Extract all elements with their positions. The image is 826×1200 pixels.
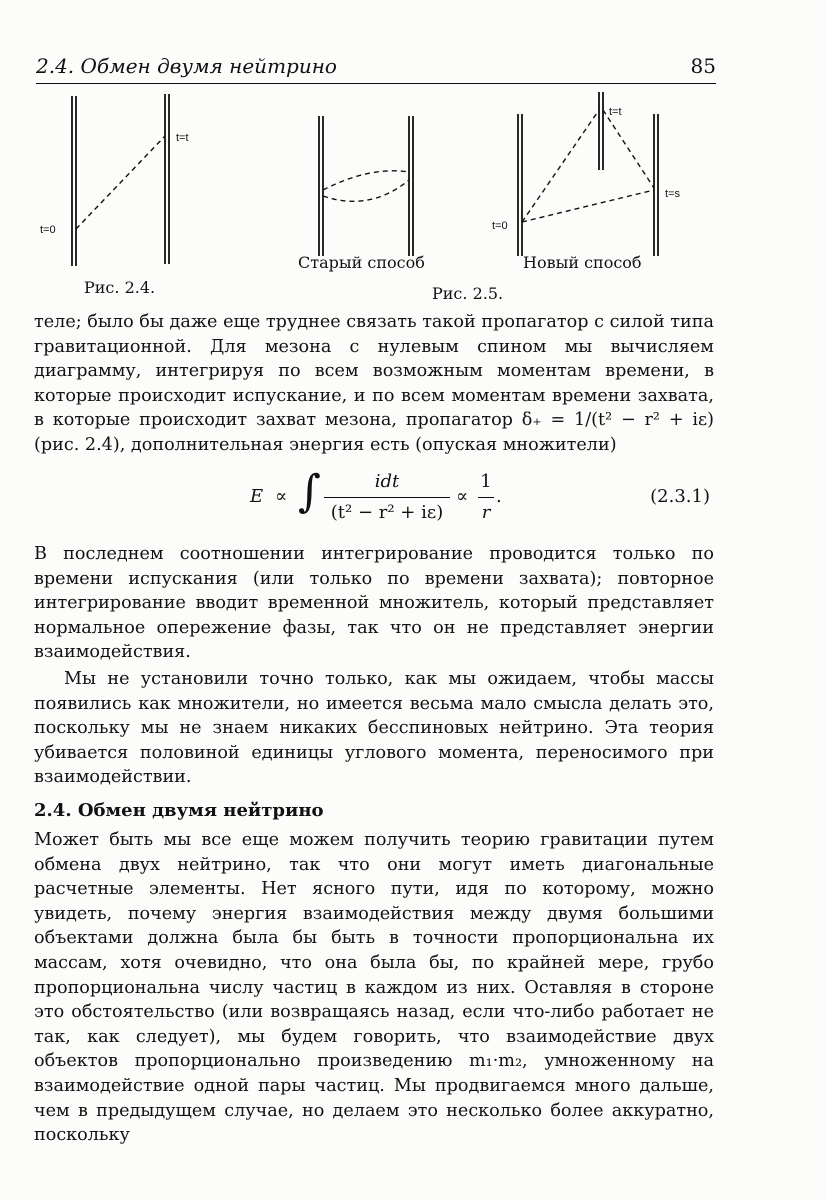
equation-rhs-fraction: [478, 468, 494, 527]
fig-2-5-label-tt: t=t: [609, 106, 622, 118]
equation-2-3-1: [34, 468, 714, 532]
equation-rhs-bar: [478, 497, 494, 498]
equation-fraction-bar: [324, 497, 450, 498]
header-rule: [36, 83, 716, 84]
equation-numerator: idt: [374, 471, 400, 492]
fig-2-4-propagator: [76, 136, 165, 229]
fig-2-5-label-ts: t=s: [665, 188, 680, 200]
fig-2-5-old-diagram: [319, 116, 413, 256]
equation-rhs-numerator: 1: [480, 471, 492, 492]
equation-fraction: [324, 468, 450, 527]
fig-2-4-label-tt: t=t: [176, 132, 189, 144]
section-heading: 2.4. Обмен двумя нейтрино: [34, 800, 324, 821]
fig-2-5-new-propagator-b: [603, 110, 654, 188]
fig-2-5-caption: Рис. 2.5.: [432, 284, 504, 303]
equation-rhs-denominator: r: [481, 502, 491, 523]
fig-2-5-new-propagator-a: [522, 110, 599, 222]
body-paragraph-1: теле; было бы даже еще труднее связать такой пропагатор с силой типа гравитационной. Для мезона с нулевым спином мы вычисляем диаграмму, интегрируя по всем возможным моментам времени, в которые происходит испускание, и по всем моментам времени захвата, в которые происходит захват мезона, пропагатор δ₊ = 1/(t² − r² + iε) (рис. 2.4), дополнительная энергия есть (опуская множители): [34, 312, 714, 455]
fig-2-5-old-propagator-lower: [323, 180, 409, 201]
equation-period: .: [496, 486, 502, 507]
running-head: [36, 54, 716, 84]
equation-denominator: (t² − r² + iε): [330, 502, 444, 523]
body-paragraph-2: В последнем соотношении интегрирование проводится только по времени испускания (или только по времени захвата); повторное интегрирование вводит временной множитель, который представляет нормальное опережение фазы, так что он не представляет энергии взаимодействия.: [34, 544, 714, 663]
fig-2-5-new-propagator-c: [522, 190, 654, 222]
fig-2-4-diagram: [40, 94, 189, 266]
equation-lhs: E: [250, 486, 264, 507]
running-head-section: 2.4. Обмен двумя нейтрино: [36, 54, 337, 78]
page-number: 85: [690, 54, 716, 78]
fig-2-5-old-propagator-upper: [323, 171, 409, 190]
fig-2-5-label-t0: t=0: [492, 220, 508, 232]
equation-propto-1: ∝: [275, 486, 288, 507]
figures-area: [20, 88, 720, 318]
equation-integral-sign: ∫: [298, 466, 321, 517]
fig-2-5-new-caption: Новый способ: [523, 253, 642, 272]
equation-propto-2: ∝: [456, 486, 469, 507]
fig-2-4-label-t0: t=0: [40, 224, 56, 236]
body-paragraph-3: Мы не установили точно только, как мы ожидаем, чтобы массы появились как множители, но имеется весьма мало смысла делать это, поскольку мы не знаем никаких бесспиновых нейтрино. Эта теория убивается половиной единицы углового момента, переносимого при взаимодействии.: [34, 669, 714, 788]
fig-2-5-old-caption: Старый способ: [298, 253, 425, 272]
equation-number: (2.3.1): [650, 486, 710, 507]
fig-2-4-caption: Рис. 2.4.: [84, 278, 156, 297]
body-paragraph-4: Может быть мы все еще можем получить теорию гравитации путем обмена двух нейтрино, так что они могут иметь диагональные расчетные элементы. Нет ясного пути, идя по которому, можно увидеть, почему энергия взаимодействия между двумя большими объектами должна была бы быть в точности пропорциональна их массам, хотя очевидно, что она была бы, по крайней мере, грубо пропорциональна числу частиц в каждом из них. Оставляя в стороне это обстоятельство (или возвращаясь назад, если что-либо работает не так, как следует), мы будем говорить, что взаимодействие двух объектов пропорционально произведению m₁·m₂, умноженному на взаимодействие одной пары частиц. Мы продвигаемся много дальше, чем в предыдущем случае, но делаем это несколько более аккуратно, поскольку: [34, 830, 714, 1146]
fig-2-5-new-diagram: [492, 92, 680, 256]
